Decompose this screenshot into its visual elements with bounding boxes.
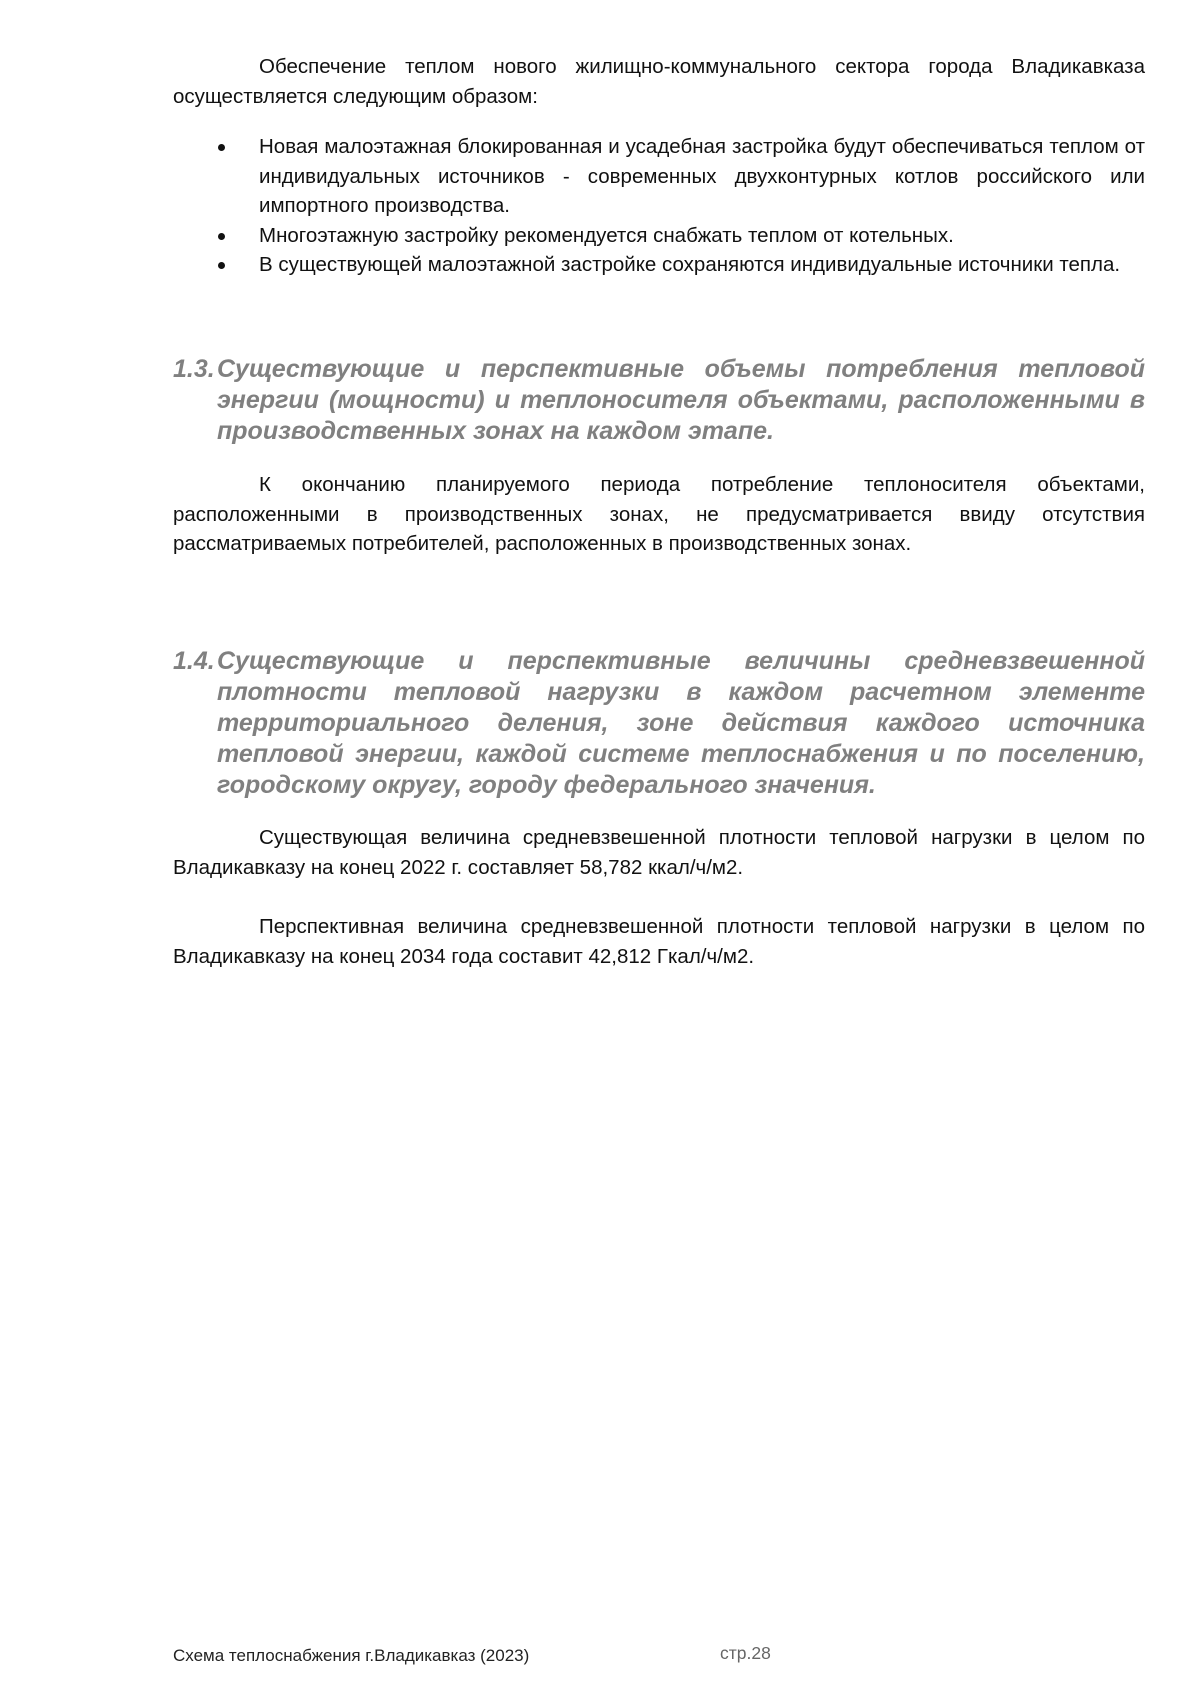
intro-paragraph: Обеспечение теплом нового жилищно-коммунального сектора города Владикавказа осуществляется следующим образом: <box>173 55 1145 108</box>
section-number: 1.4. <box>173 647 215 675</box>
section-1-3-paragraph: К окончанию планируемого периода потребление теплоносителя объектами, расположенными в производственных зонах, не предусматривается ввиду отсутствия рассматриваемых потребителей, расположенных в производственных зонах. <box>173 473 1145 555</box>
heat-supply-bullet-list <box>173 132 1145 280</box>
bullet-icon <box>218 233 225 240</box>
existing-density-paragraph: Существующая величина средневзвешенной плотности тепловой нагрузки в целом по Владикавказу на конец 2022 г. составляет 58,782 ккал/ч/м2. <box>173 826 1145 879</box>
section-number: 1.3. <box>173 355 215 383</box>
footer-document-title: Схема теплоснабжения г.Владикавказ (2023) <box>173 1646 530 1665</box>
bullet-icon <box>218 262 225 269</box>
section-1-4-heading <box>173 646 1145 801</box>
bullet-text: В существующей малоэтажной застройке сохраняются индивидуальные источники тепла. <box>259 253 1121 276</box>
document-page <box>173 0 1145 1697</box>
section-title: Существующие и перспективные объемы потребления тепловой энергии (мощности) и теплоносителя объектами, расположенными в производственных зонах на каждом этапе. <box>217 355 1145 445</box>
list-item <box>173 221 1145 251</box>
section-title: Существующие и перспективные величины средневзвешенной плотности тепловой нагрузки в каждом расчетном элементе территориального деления, зоне действия каждого источника тепловой энергии, каждой системе теплоснабжения и по поселению, городскому округу, городу федерального значения. <box>217 647 1145 799</box>
perspective-density-paragraph: Перспективная величина средневзвешенной плотности тепловой нагрузки в целом по Владикавказу на конец 2034 года составит 42,812 Гкал/ч/м2. <box>173 915 1145 968</box>
list-item <box>173 250 1145 280</box>
bullet-text: Новая малоэтажная блокированная и усадебная застройка будут обеспечиваться теплом от индивидуальных источников - современных двухконтурных котлов российского или импортного производства. <box>259 135 1145 217</box>
footer-page-number: стр.28 <box>720 1643 771 1663</box>
bullet-icon <box>218 144 225 151</box>
bullet-text: Многоэтажную застройку рекомендуется снабжать теплом от котельных. <box>259 223 954 247</box>
section-1-3-heading <box>173 354 1145 447</box>
list-item <box>173 132 1145 221</box>
